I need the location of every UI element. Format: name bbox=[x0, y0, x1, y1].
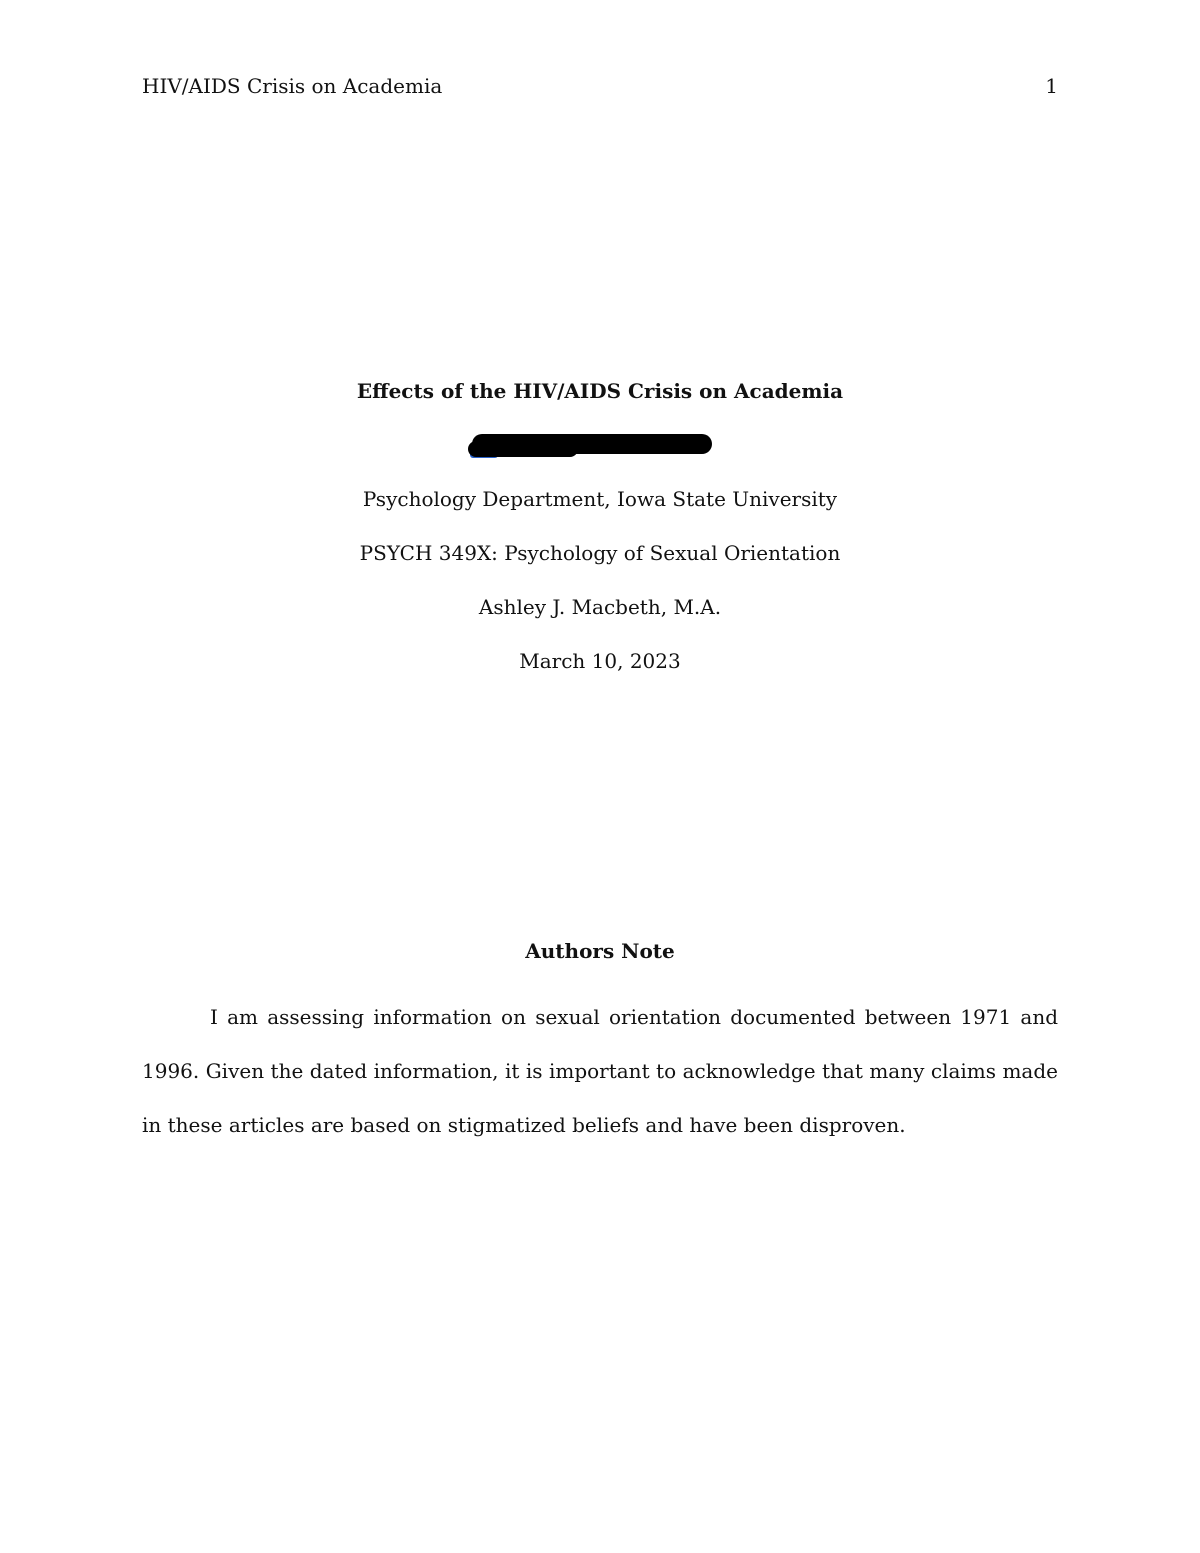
authors-note-heading: Authors Note bbox=[525, 939, 675, 963]
course-line: PSYCH 349X: Psychology of Sexual Orientation bbox=[359, 541, 841, 565]
instructor-line: Ashley J. Macbeth, M.A. bbox=[478, 595, 722, 619]
authors-note-paragraph: I am assessing information on sexual orientation documented between 1971 and 1996. Given the dated information, it is important to acknowledge that many claims made in these articles are based on stigmatized beliefs and have been disproven. bbox=[142, 1005, 1058, 1137]
date-line: March 10, 2023 bbox=[519, 649, 681, 673]
redacted-author-name bbox=[468, 433, 714, 459]
running-head: HIV/AIDS Crisis on Academia bbox=[142, 74, 443, 98]
department-line: Psychology Department, Iowa State University bbox=[362, 487, 838, 511]
page-number: 1 bbox=[1045, 74, 1058, 98]
paper-title: Effects of the HIV/AIDS Crisis on Academia bbox=[356, 379, 844, 403]
redaction-bar bbox=[468, 441, 578, 457]
